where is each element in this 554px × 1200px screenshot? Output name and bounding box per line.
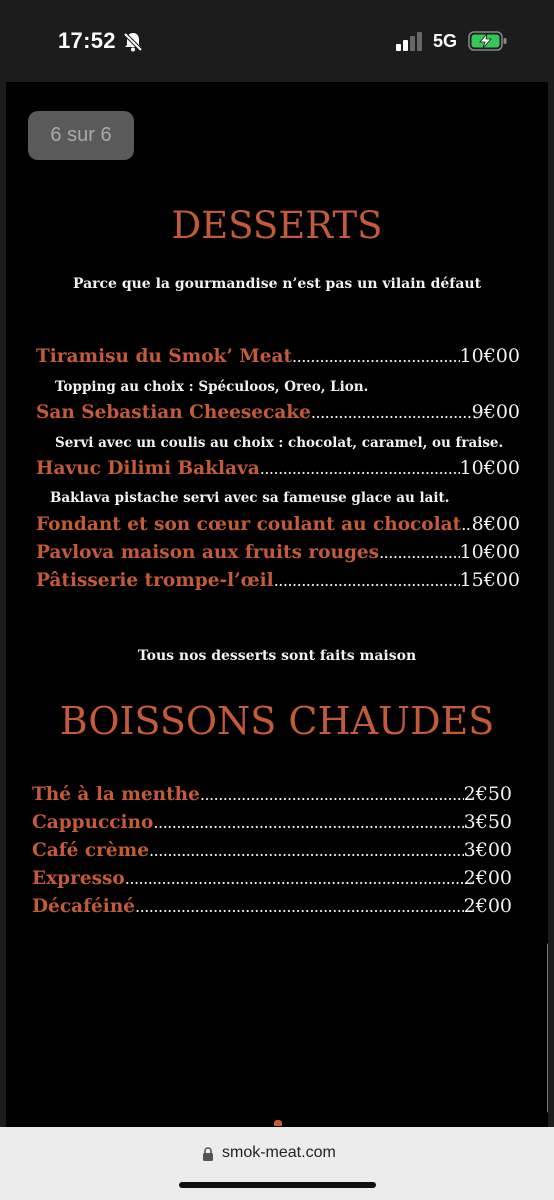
network-type: 5G bbox=[433, 31, 458, 51]
item-price: 10€00 bbox=[459, 541, 520, 563]
desserts-subtitle: Parce que la gourmandise n’est pas un vilain défaut bbox=[72, 276, 482, 292]
dot-leader bbox=[379, 543, 459, 562]
item-price: 9€00 bbox=[471, 401, 520, 423]
dot-leader bbox=[292, 347, 460, 366]
item-name: Thé à la menthe bbox=[32, 784, 200, 805]
item-price: 15€00 bbox=[459, 569, 520, 591]
menu-item bbox=[32, 867, 512, 893]
item-name: Tiramisu du Smok’ Meat bbox=[36, 346, 293, 367]
menu-item bbox=[32, 811, 512, 837]
item-price: 2€00 bbox=[463, 867, 512, 889]
dot-leader bbox=[274, 571, 460, 590]
decorative-ornament bbox=[274, 1120, 282, 1126]
dot-leader bbox=[461, 515, 471, 534]
menu-item bbox=[32, 783, 512, 809]
menu-item bbox=[36, 513, 520, 539]
browser-address-bar[interactable] bbox=[0, 1127, 554, 1200]
lock-icon bbox=[202, 1147, 214, 1161]
item-price: 10€00 bbox=[459, 457, 520, 479]
item-description: Baklava pistache servi avec sa fameuse glace au lait. bbox=[50, 490, 450, 506]
dot-leader bbox=[149, 841, 464, 860]
item-price: 10€00 bbox=[459, 345, 520, 367]
home-indicator[interactable] bbox=[179, 1182, 376, 1188]
item-name: Pâtisserie trompe-l’œil bbox=[36, 570, 274, 591]
dot-leader bbox=[135, 897, 464, 916]
item-price: 3€50 bbox=[463, 811, 512, 833]
menu-item bbox=[32, 895, 512, 921]
item-price: 2€00 bbox=[463, 895, 512, 917]
page-counter: 6 sur 6 bbox=[28, 111, 134, 160]
dot-leader bbox=[200, 785, 464, 804]
menu-item bbox=[36, 401, 520, 427]
menu-item bbox=[36, 457, 520, 483]
status-bar bbox=[0, 0, 554, 82]
menu-item bbox=[36, 569, 520, 595]
item-description: Topping au choix : Spéculoos, Oreo, Lion. bbox=[55, 379, 369, 395]
item-price: 2€50 bbox=[463, 783, 512, 805]
dot-leader bbox=[153, 813, 463, 832]
desserts-footer-note: Tous nos desserts sont faits maison bbox=[137, 648, 417, 664]
desserts-title: DESSERTS bbox=[171, 204, 383, 247]
item-name: Cappuccino bbox=[32, 812, 154, 833]
menu-item bbox=[32, 839, 512, 865]
item-price: 3€00 bbox=[463, 839, 512, 861]
item-name: Havuc Dilimi Baklava bbox=[36, 458, 260, 479]
item-name: Expresso bbox=[32, 868, 125, 889]
menu-item bbox=[36, 541, 520, 567]
item-name: Café crème bbox=[32, 840, 150, 861]
dot-leader bbox=[311, 403, 472, 422]
hot-drinks-title: BOISSONS CHAUDES bbox=[59, 699, 495, 743]
signal-icon bbox=[396, 31, 426, 51]
dot-leader bbox=[125, 869, 464, 888]
battery-charging-icon bbox=[468, 30, 508, 52]
item-name: San Sebastian Cheesecake bbox=[36, 402, 311, 423]
menu-item bbox=[36, 345, 520, 371]
item-name: Décaféiné bbox=[32, 896, 136, 917]
scrollbar[interactable] bbox=[547, 943, 548, 1113]
document-viewer[interactable] bbox=[6, 82, 548, 1127]
silent-bell-icon bbox=[122, 31, 144, 53]
url-text[interactable]: smok-meat.com bbox=[222, 1144, 336, 1161]
clock: 17:52 bbox=[58, 28, 116, 53]
dot-leader bbox=[260, 459, 460, 478]
item-description: Servi avec un coulis au choix : chocolat, caramel, ou fraise. bbox=[55, 435, 504, 451]
item-name: Pavlova maison aux fruits rouges bbox=[36, 542, 380, 563]
item-name: Fondant et son cœur coulant au chocolat bbox=[36, 514, 462, 535]
item-price: 8€00 bbox=[471, 513, 520, 535]
